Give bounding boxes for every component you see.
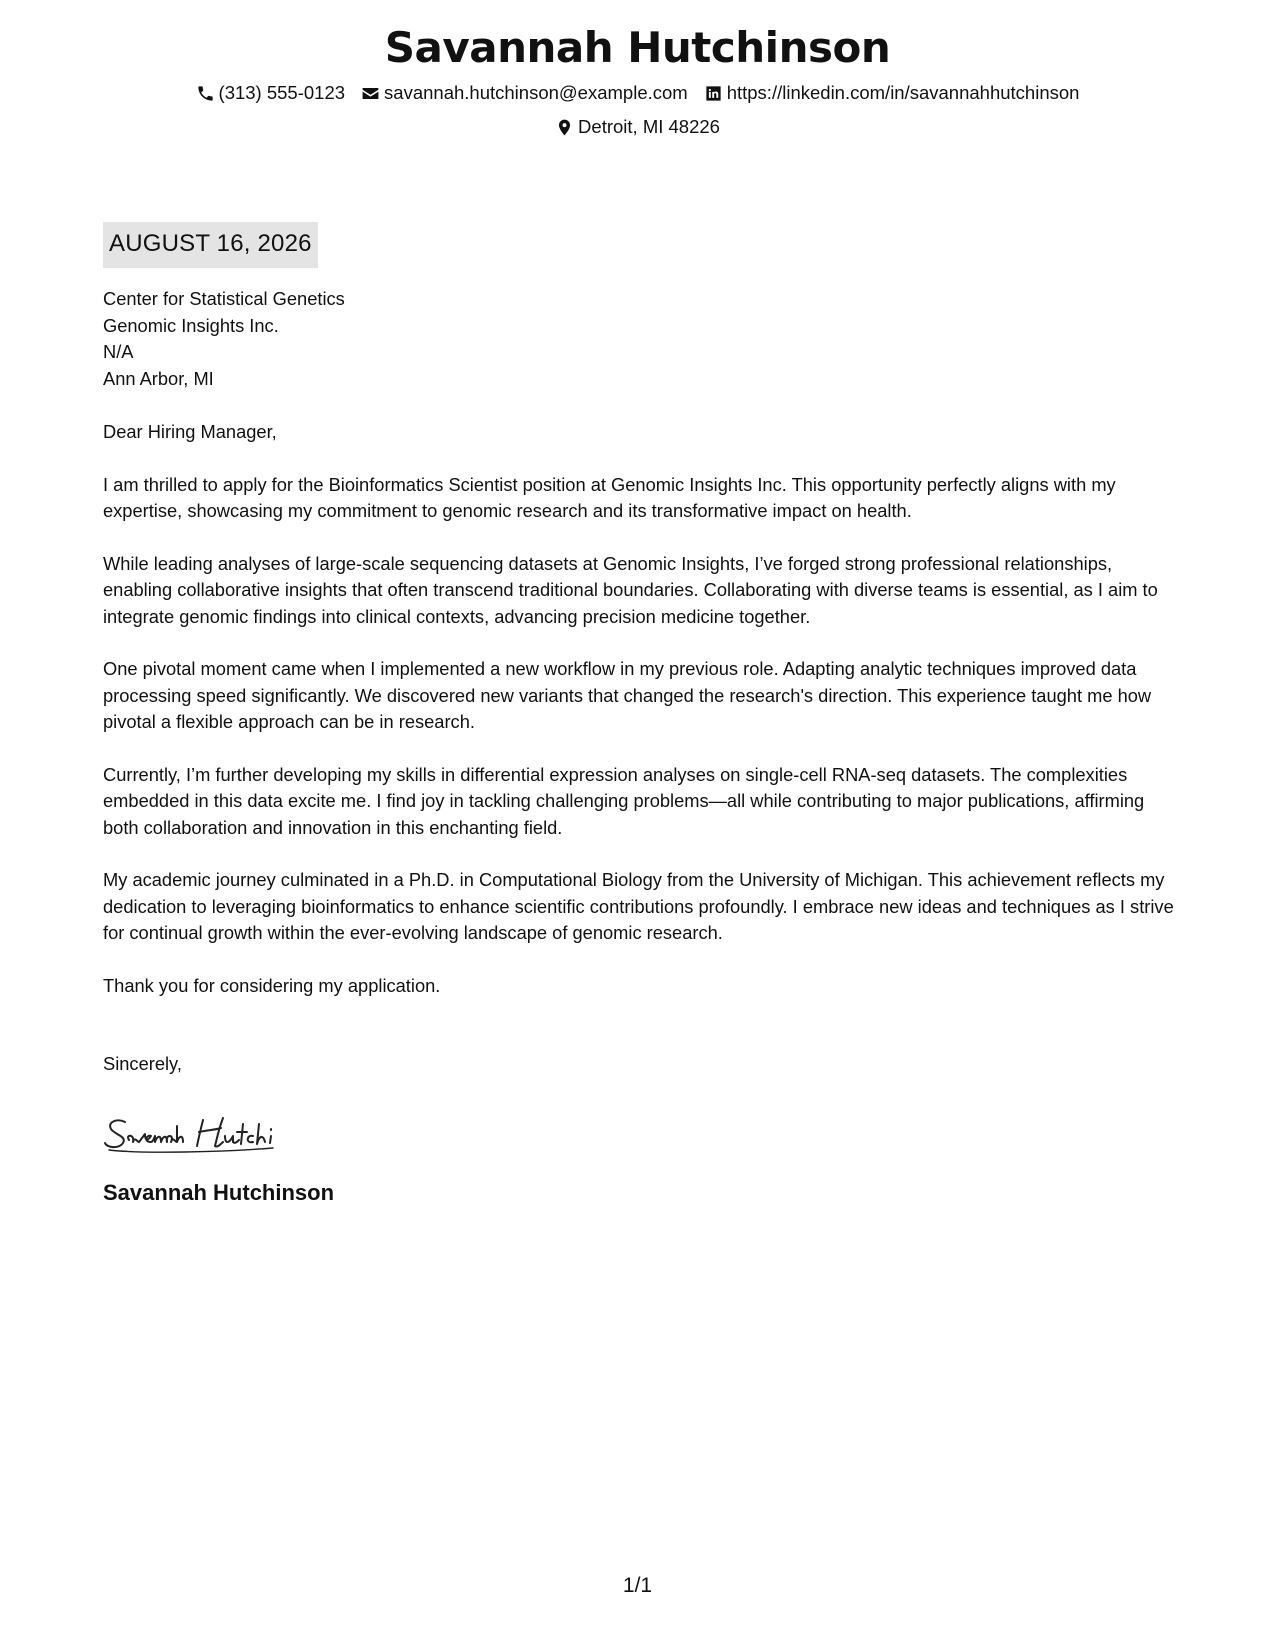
recipient-line: Ann Arbor, MI [103, 367, 214, 389]
applicant-name: Savannah Hutchinson [384, 23, 891, 72]
handwritten-signature [103, 1112, 363, 1156]
signed-name: Savannah Hutchinson [103, 1179, 335, 1205]
body-paragraph: I am thrilled to apply for the Bioinformatics Scientist position at Genomic Insights Inc. This opportunity perfectly aligns with my expertise, showcasing my commitment to genomic research and its transformative impact on health. [103, 473, 1116, 521]
salutation: Dear Hiring Manager, [103, 421, 277, 442]
body-paragraph: Currently, I’m further developing my skills in differential expression analyses on single-cell RNA-seq datasets. The complexities embedded in this data excite me. I find joy in tackling challenging problems—all while contributing to major publications, affirming both collaboration and innovation in this enchanting field. [103, 763, 1145, 838]
letter-date: AUGUST 16, 2026 [103, 222, 318, 268]
map-pin-icon [555, 118, 574, 137]
recipient-line: Genomic Insights Inc. [103, 314, 279, 336]
linkedin-icon [704, 84, 723, 103]
letter-body [103, 222, 1178, 1208]
contact-row-secondary [0, 112, 1275, 142]
envelope-icon [361, 84, 380, 103]
body-paragraph: One pivotal moment came when I implemented a new workflow in my previous role. Adapting analytic techniques improved data processing speed significantly. We discovered new variants that changed the research's direction. This experience taught me how pivotal a flexible approach can be in research. [103, 658, 1152, 732]
email-link[interactable]: savannah.hutchinson@example.com [384, 82, 688, 103]
body-paragraph: My academic journey culminated in a Ph.D. in Computational Biology from the University of Michigan. This achievement reflects my dedication to leveraging bioinformatics to enhance scientific contributions profoundly. I embrace new ideas and techniques as I strive for continual growth within the ever-evolving landscape of genomic research. [103, 869, 1174, 943]
signature-image [103, 1112, 363, 1156]
location-text: Detroit, MI 48226 [578, 116, 720, 137]
phone-text: (313) 555-0123 [218, 82, 346, 103]
contact-phone [196, 78, 346, 108]
letter-header [0, 22, 1275, 142]
page-number: 1/1 [622, 1574, 653, 1597]
thank-you-line: Thank you for considering my application. [103, 974, 441, 996]
contact-linkedin[interactable] [704, 78, 1080, 108]
recipient-address [103, 286, 1178, 392]
recipient-line: N/A [103, 341, 134, 362]
contact-row-primary [0, 78, 1275, 108]
phone-icon [196, 84, 215, 103]
linkedin-link[interactable]: https://linkedin.com/in/savannahhutchinson [726, 82, 1080, 103]
closing: Sincerely, [103, 1053, 182, 1074]
body-paragraph: While leading analyses of large-scale sequencing datasets at Genomic Insights, I’ve forged strong professional relationships, enabling collaborative insights that often transcend traditional boundaries. Collaborating with diverse teams is essential, as I aim to integrate genomic findings into clinical contexts, advancing precision medicine together. [103, 552, 1158, 627]
contact-email[interactable] [361, 78, 688, 108]
contact-location [555, 112, 720, 142]
recipient-line: Center for Statistical Genetics [103, 288, 345, 309]
